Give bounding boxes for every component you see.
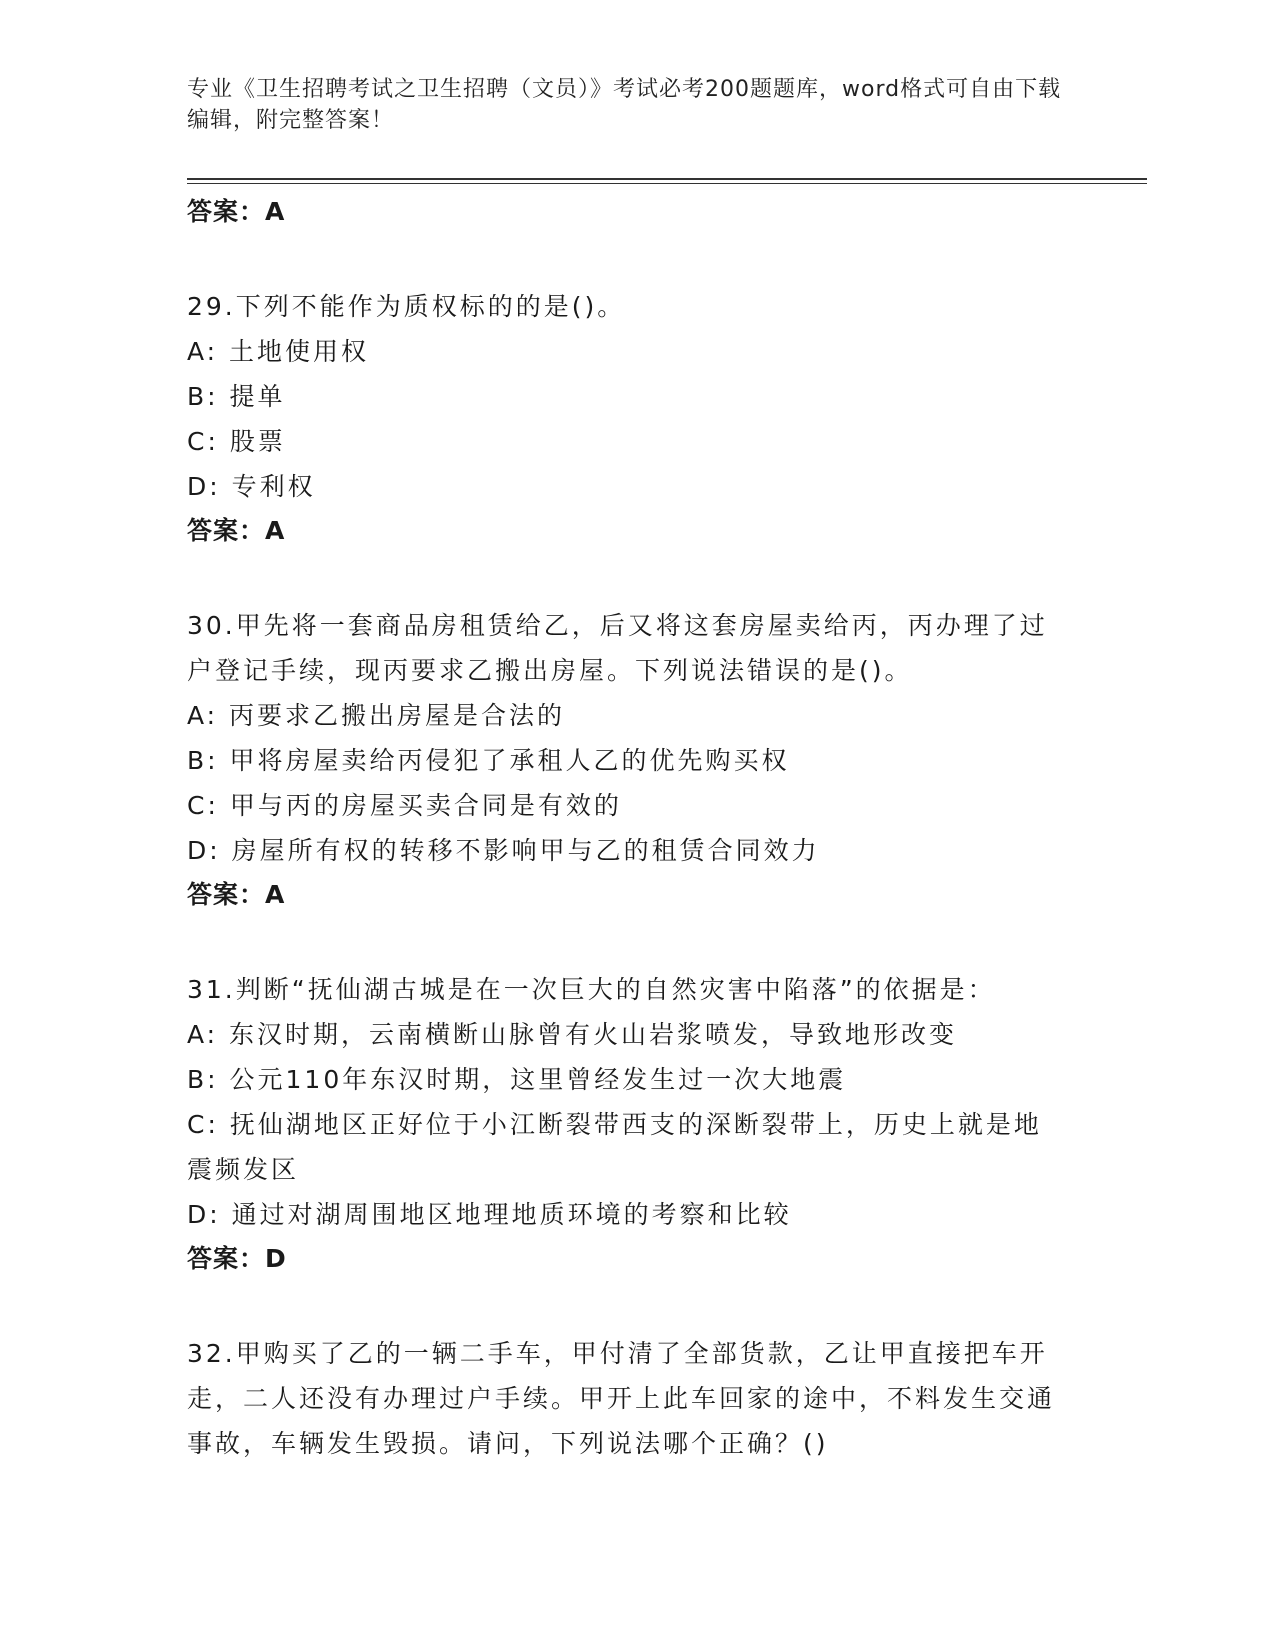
option-line: C: 甲与丙的房屋买卖合同是有效的 [187,791,622,820]
option-line: B: 甲将房屋卖给丙侵犯了承租人乙的优先购买权 [187,746,790,775]
option-line: A: 东汉时期，云南横断山脉曾有火山岩浆喷发，导致地形改变 [187,1020,958,1049]
block-spacer [187,553,1067,603]
answer-line: 答案：D [187,1244,287,1273]
option-line: B: 提单 [187,382,286,411]
block-spacer [187,234,1067,284]
block-spacer [187,917,1067,967]
question-text: 29.下列不能作为质权标的的是()。 [187,292,626,321]
option-line: C: 股票 [187,427,286,456]
option-line: A: 土地使用权 [187,337,370,366]
document-header: 专业《卫生招聘考试之卫生招聘（文员）》考试必考200题题库，word格式可自由下载编辑，附完整答案！ [187,77,1062,133]
question-list [187,190,1067,1466]
question-text: 31.判断“抚仙湖古城是在一次巨大的自然灾害中陷落”的依据是： [187,975,996,1004]
option-line: D: 房屋所有权的转移不影响甲与乙的租赁合同效力 [187,836,820,865]
answer-line: 答案：A [187,516,286,545]
header-rule-thick [187,178,1147,180]
option-line: D: 通过对湖周围地区地理地质环境的考察和比较 [187,1200,792,1229]
option-line: C: 抚仙湖地区正好位于小江断裂带西支的深断裂带上，历史上就是地震频发区 [187,1110,1042,1184]
header-rule-thin [187,183,1147,184]
option-line: B: 公元110年东汉时期，这里曾经发生过一次大地震 [187,1065,847,1094]
option-line: D: 专利权 [187,472,316,501]
answer-line: 答案：A [187,880,286,909]
block-spacer [187,1281,1067,1331]
question-text: 32.甲购买了乙的一辆二手车，甲付清了全部货款，乙让甲直接把车开走，二人还没有办理过户手续。甲开上此车回家的途中，不料发生交通事故，车辆发生毁损。请问，下列说法哪个正确？() [187,1339,1056,1458]
question-text: 30.甲先将一套商品房租赁给乙，后又将这套房屋卖给丙，丙办理了过户登记手续，现丙要求乙搬出房屋。下列说法错误的是()。 [187,611,1048,685]
answer-line: 答案：A [187,197,286,226]
option-line: A: 丙要求乙搬出房屋是合法的 [187,701,566,730]
